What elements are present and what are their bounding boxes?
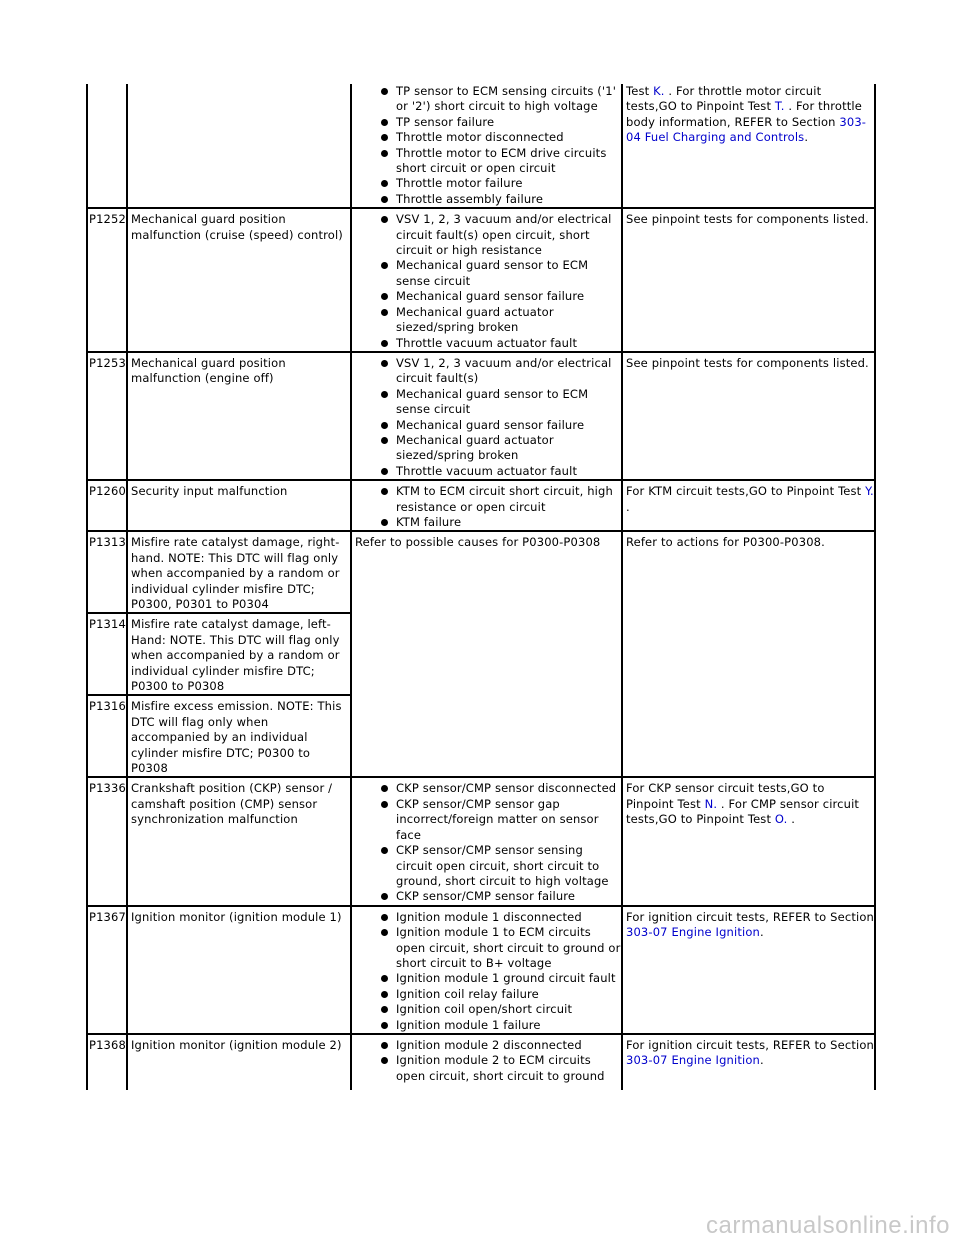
dtc-description: Misfire rate catalyst damage, right-hand. NOTE: This DTC will flag only when accompanied by a random or individual cylinder misfire DTC; P0300, P0301 to P0304 [127,531,351,613]
dtc-code: P1252 [87,208,127,352]
site-watermark: carmanualsonline.info [706,1212,950,1239]
section-303-07-link[interactable]: 303-07 Engine Ignition [626,1053,760,1068]
cause-item: VSV 1, 2, 3 vacuum and/or electrical circuit fault(s) open circuit, short circuit or high resistance [396,212,621,258]
action: See pinpoint tests for components listed. [622,352,875,480]
causes-list [355,84,621,207]
possible-causes [351,777,622,905]
cause-item: TP sensor to ECM sensing circuits ('1' or '2') short circuit to high voltage [396,84,621,115]
action: Refer to actions for P0300-P0308. [622,531,875,777]
table-row [87,531,875,613]
section-303-07-link[interactable]: 303-07 Engine Ignition [626,925,760,940]
pinpoint-test-k-link[interactable]: K. [653,84,665,98]
cause-item: CKP sensor/CMP sensor sensing circuit open circuit, short circuit to ground, short circuit to high voltage [396,843,621,889]
possible-causes [351,906,622,1034]
causes-list [355,781,621,904]
possible-causes [351,480,622,531]
cause-item: Ignition module 2 to ECM circuits open circuit, short circuit to ground [396,1053,621,1084]
cause-item: KTM to ECM circuit short circuit, high resistance or open circuit [396,484,621,515]
dtc-code [87,84,127,208]
cause-item: Throttle motor to ECM drive circuits short circuit or open circuit [396,146,621,177]
dtc-description: Ignition monitor (ignition module 1) [127,906,351,1034]
dtc-description: Mechanical guard position malfunction (cruise (speed) control) [127,208,351,352]
dtc-code: P1313 [87,531,127,613]
dtc-description: Mechanical guard position malfunction (engine off) [127,352,351,480]
dtc-code: P1253 [87,352,127,480]
table-row [87,1034,875,1090]
table-row [87,84,875,208]
action: For ignition circuit tests, REFER to Section 303-07 Engine Ignition. [622,906,875,1034]
table-row [87,480,875,531]
cause-item: Throttle assembly failure [396,192,621,207]
causes-list [355,1038,621,1084]
cause-item: Throttle vacuum actuator fault [396,336,621,351]
dtc-code: P1336 [87,777,127,905]
cause-item: Mechanical guard actuator siezed/spring broken [396,305,621,336]
cause-item: Mechanical guard sensor to ECM sense circuit [396,387,621,418]
possible-causes [351,352,622,480]
dtc-code: P1314 [87,613,127,695]
cause-item: Ignition module 1 ground circuit fault [396,971,621,986]
dtc-description [127,84,351,208]
cause-item: Ignition module 1 failure [396,1018,621,1033]
table-row [87,906,875,1034]
causes-list [355,910,621,1033]
dtc-code: P1367 [87,906,127,1034]
action: For KTM circuit tests,GO to Pinpoint Test Y. . [622,480,875,531]
causes-list [355,356,621,479]
cause-item: VSV 1, 2, 3 vacuum and/or electrical circuit fault(s) [396,356,621,387]
cause-item: KTM failure [396,515,621,530]
dtc-code: P1260 [87,480,127,531]
cause-item: Throttle vacuum actuator fault [396,464,621,479]
possible-causes: Refer to possible causes for P0300-P0308 [351,531,622,777]
cause-item: Throttle motor failure [396,176,621,191]
possible-causes [351,84,622,208]
action: Test K. . For throttle motor circuit tests,GO to Pinpoint Test T. . For throttle body information, REFER to Section 303-04 Fuel Charging and Controls. [622,84,875,208]
dtc-description: Misfire excess emission. NOTE: This DTC will flag only when accompanied by an individual cylinder misfire DTC; P0300 to P0308 [127,695,351,777]
cause-item: Mechanical guard sensor failure [396,418,621,433]
cause-item: Ignition module 1 disconnected [396,910,621,925]
cause-item: TP sensor failure [396,115,621,130]
possible-causes [351,208,622,352]
pinpoint-test-t-link[interactable]: T. [774,99,785,114]
cause-item: CKP sensor/CMP sensor gap incorrect/foreign matter on sensor face [396,797,621,843]
cause-item: Ignition coil open/short circuit [396,1002,621,1017]
action: For ignition circuit tests, REFER to Section 303-07 Engine Ignition. [622,1034,875,1090]
dtc-code: P1368 [87,1034,127,1090]
dtc-description: Crankshaft position (CKP) sensor / camshaft position (CMP) sensor synchronization malfunction [127,777,351,905]
dtc-description: Ignition monitor (ignition module 2) [127,1034,351,1090]
cause-item: Mechanical guard sensor to ECM sense circuit [396,258,621,289]
cause-item: Mechanical guard actuator siezed/spring broken [396,433,621,464]
cause-item: Mechanical guard sensor failure [396,289,621,304]
dtc-description: Security input malfunction [127,480,351,531]
pinpoint-test-o-link[interactable]: O. [774,812,788,827]
table-row [87,352,875,480]
cause-item: Ignition module 2 disconnected [396,1038,621,1053]
cause-item: Throttle motor disconnected [396,130,621,145]
pinpoint-test-n-link[interactable]: N. [704,796,718,811]
pinpoint-test-y-link[interactable]: Y. [865,484,874,499]
cause-item: CKP sensor/CMP sensor disconnected [396,781,621,796]
dtc-code: P1316 [87,695,127,777]
dtc-description: Misfire rate catalyst damage, left-Hand: NOTE. This DTC will flag only when accompanied by a random or individual cylinder misfire DTC; P0300 to P0308 [127,613,351,695]
action: See pinpoint tests for components listed. [622,208,875,352]
cause-item: Ignition coil relay failure [396,987,621,1002]
section-303-04-link[interactable]: 303-04 Fuel Charging and Controls [626,114,867,145]
causes-list [355,484,621,530]
action: For CKP sensor circuit tests,GO to Pinpoint Test N. . For CMP sensor circuit tests,GO to Pinpoint Test O. . [622,777,875,905]
causes-list [355,212,621,351]
table-row [87,208,875,352]
cause-item: CKP sensor/CMP sensor failure [396,889,621,904]
table-row [87,777,875,905]
possible-causes [351,1034,622,1090]
cause-item: Ignition module 1 to ECM circuits open circuit, short circuit to ground or short circuit to B+ voltage [396,925,621,970]
dtc-table [86,84,876,1090]
